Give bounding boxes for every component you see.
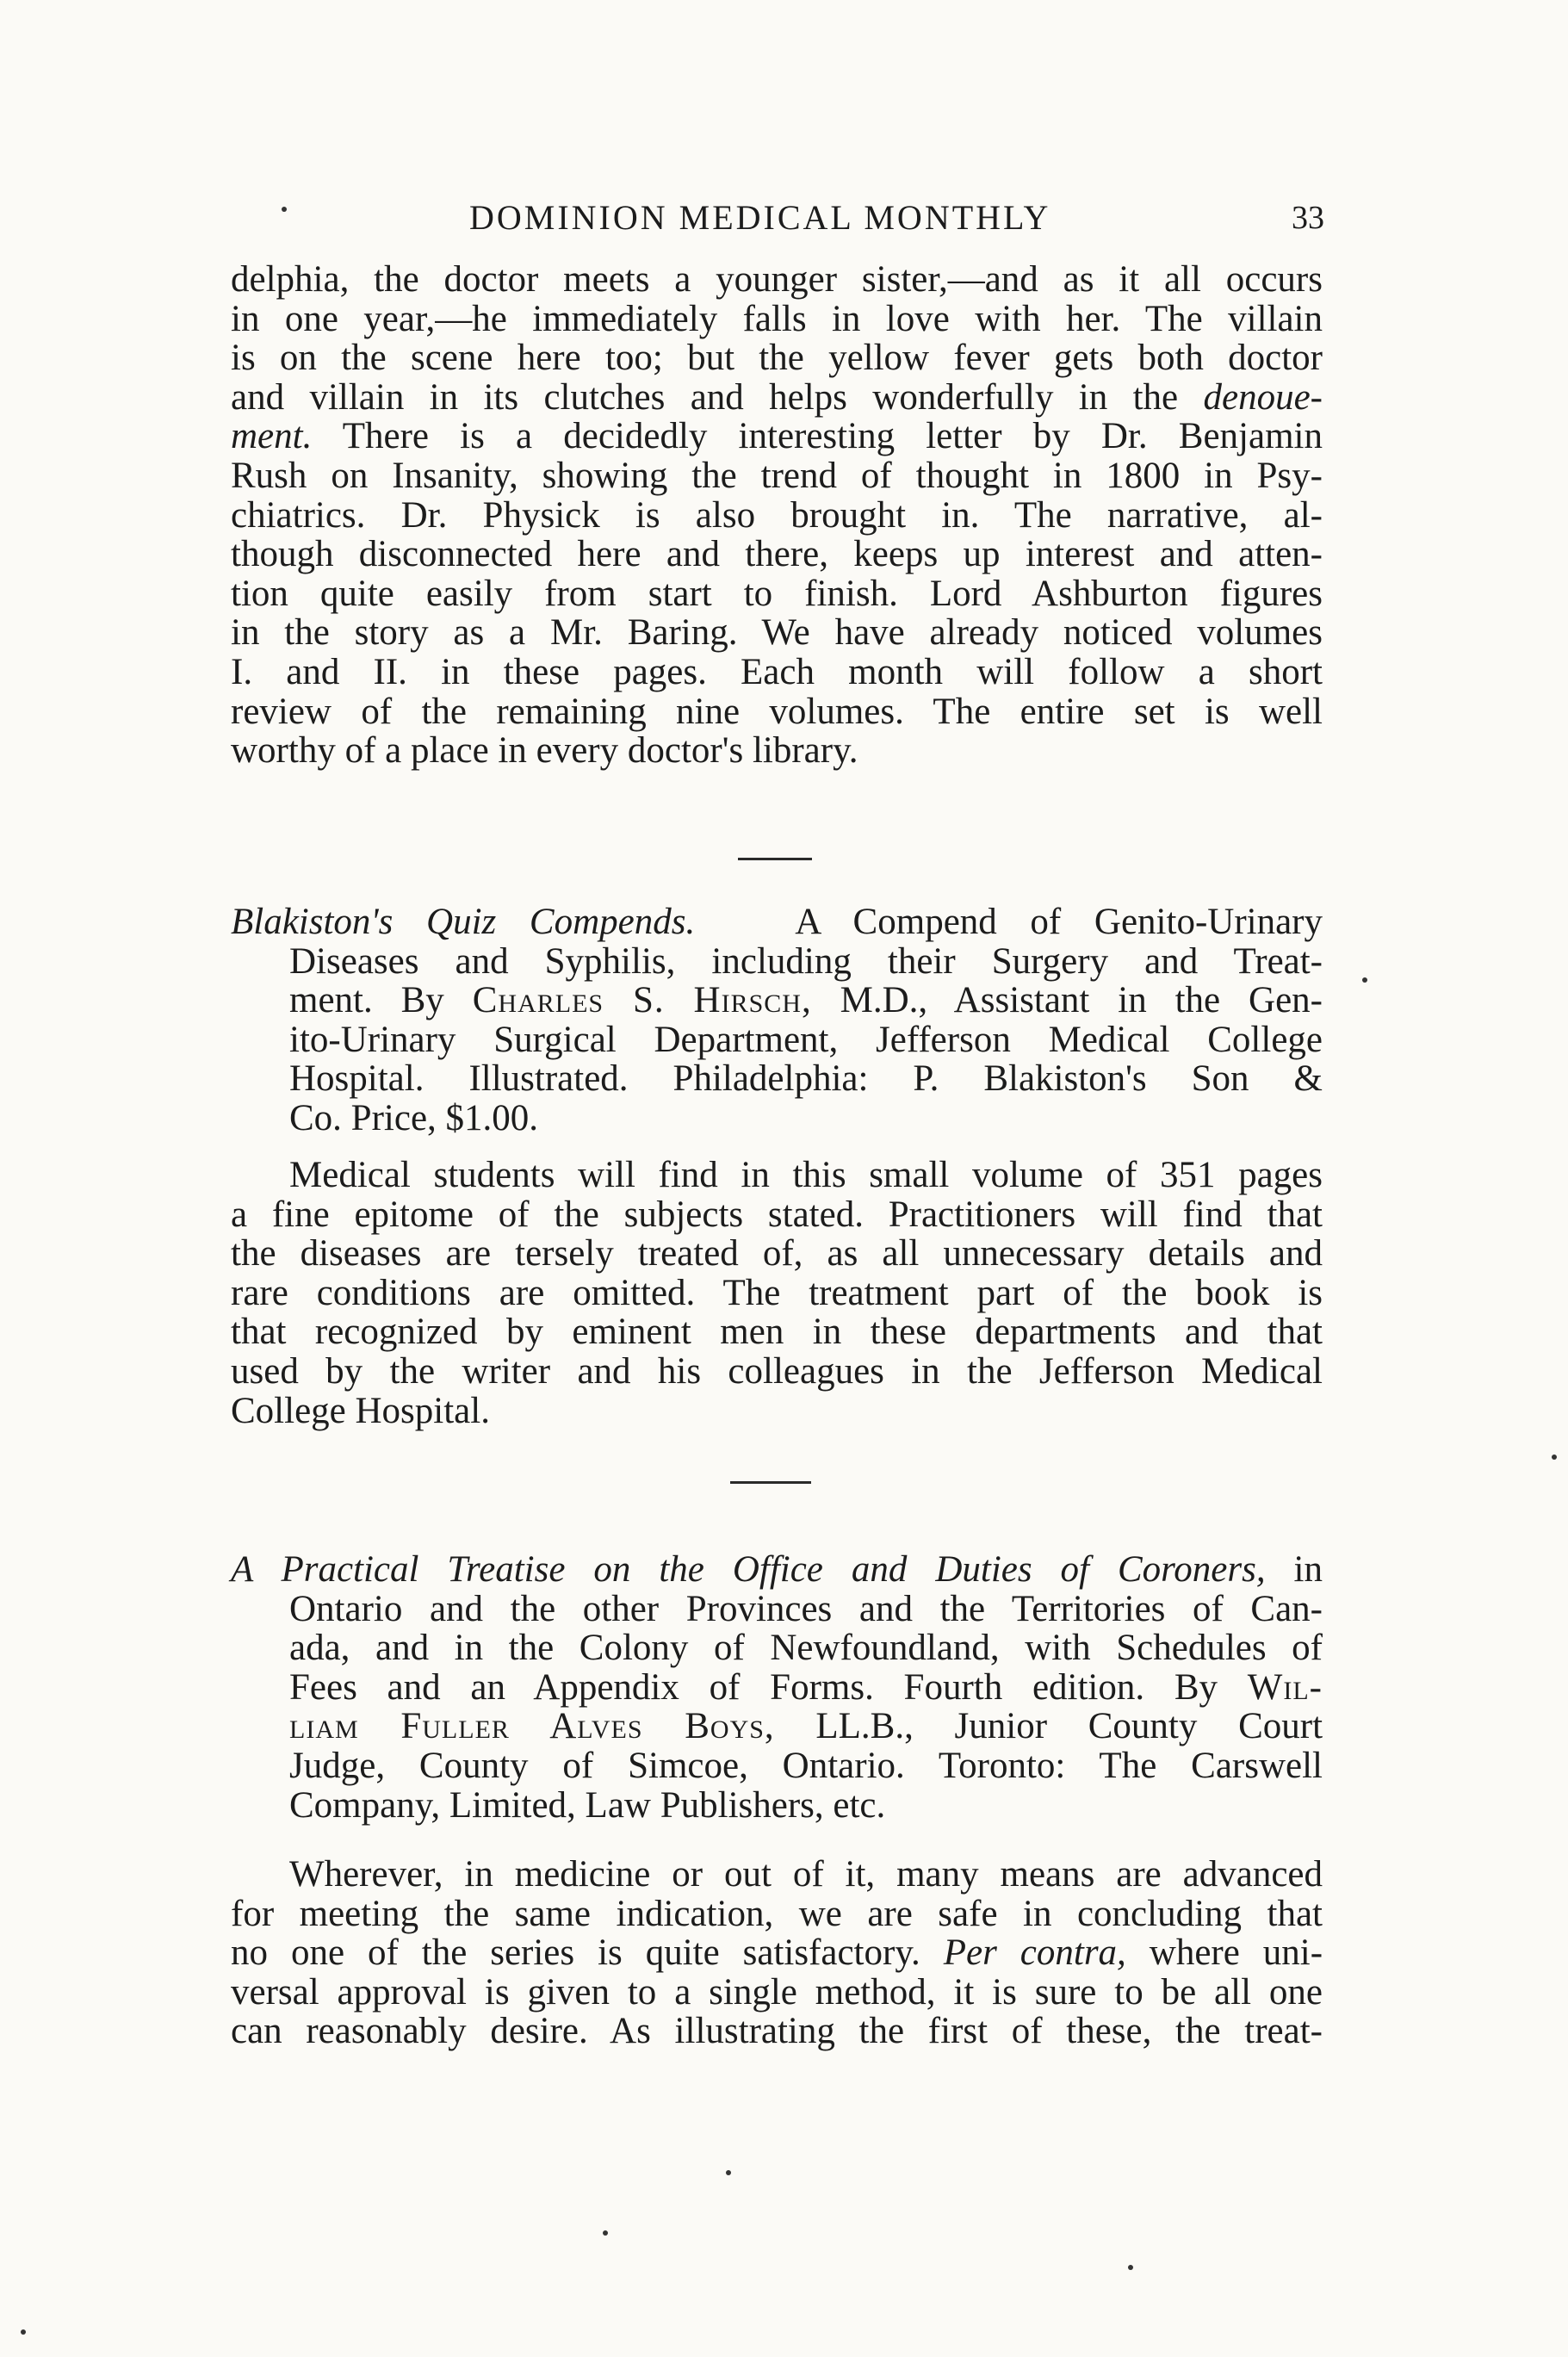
print-speck [726, 2170, 731, 2175]
text-line: review of the remaining nine volumes. The entire set is well [231, 691, 1323, 732]
heading-line: A Practical Treatise on the Office and Duties of Coroners, in [231, 1549, 1323, 1590]
text-line: in the story as a Mr. Baring. We have already noticed volumes [231, 612, 1323, 654]
text-line: used by the writer and his colleagues in the Jefferson Medical [231, 1350, 1323, 1392]
review-body-paragraph [231, 1156, 1323, 1430]
review-body-paragraph [231, 1855, 1323, 2051]
text-line: Medical students will find in this small volume of 351 pages [289, 1155, 1323, 1195]
text-line: though disconnected here and there, keeps up interest and atten- [231, 534, 1323, 575]
author-name: Charles S. Hirsch, [472, 980, 812, 1021]
text-line: tion quite easily from start to finish. Lord Ashburton figures [231, 573, 1323, 614]
book-review-heading [231, 902, 1323, 1138]
heading-line: ada, and in the Colony of Newfoundland, with Schedules of [289, 1628, 1323, 1669]
text-line-rest: There is a decidedly interesting letter by Dr. Benjamin [342, 416, 1323, 457]
heading-line: liam Fuller Alves Boys, LL.B., Junior County Court [289, 1706, 1323, 1747]
book-title: A Practical Treatise on the Office and Duties of Coroners, [231, 1549, 1266, 1590]
print-speck [282, 207, 287, 212]
text-line: the diseases are tersely treated of, as all unnecessary details and [231, 1233, 1323, 1275]
running-title: DOMINION MEDICAL MONTHLY [469, 198, 1051, 237]
text-line: for meeting the same indication, we are safe in concluding that [231, 1893, 1323, 1934]
text-line: delphia, the doctor meets a younger sister,—and as it all occurs [231, 259, 1323, 300]
heading-line: Judge, County of Simcoe, Ontario. Toronto: The Carswell [289, 1745, 1323, 1786]
print-speck [21, 2329, 26, 2335]
text-line: can reasonably desire. As illustrating the first of these, the treat- [231, 2011, 1323, 2052]
text-line: and villain in its clutches and helps wonderfully in the denoue- [231, 376, 1323, 418]
italic-term: denoue- [1203, 376, 1323, 418]
text-line: I. and II. in these pages. Each month will follow a short [231, 651, 1323, 692]
text-line: chiatrics. Dr. Physick is also brought in. The narrative, al- [231, 494, 1323, 536]
italic-term: Per contra, [943, 1932, 1126, 1974]
text-line: in one year,—he immediately falls in love with her. The villain [231, 298, 1323, 339]
text-line: Wherever, in medicine or out of it, many means are advanced [289, 1854, 1323, 1895]
text-line: worthy of a place in every doctor's library. [231, 730, 858, 772]
text-line: rare conditions are omitted. The treatment part of the book is [231, 1272, 1323, 1313]
running-head [0, 196, 1568, 239]
text-line: Rush on Insanity, showing the trend of thought in 1800 in Psy- [231, 455, 1323, 496]
author-name: liam Fuller Alves Boys, [289, 1706, 775, 1747]
heading-line: Fees and an Appendix of Forms. Fourth edition. By Wil- [289, 1666, 1323, 1708]
text-line [231, 417, 1323, 456]
italic-term: ment. [231, 416, 313, 457]
text-line: College Hospital. [231, 1390, 490, 1431]
author-name: Wil- [1247, 1666, 1323, 1708]
series-title: Blakiston's Quiz Compends. [231, 902, 696, 942]
print-speck [1552, 1455, 1557, 1460]
book-review-heading [231, 1550, 1323, 1825]
section-divider [730, 1481, 811, 1484]
heading-line: Co. Price, $1.00. [289, 1097, 539, 1138]
heading-line: Ontario and the other Provinces and the Territories of Can- [289, 1588, 1323, 1629]
heading-line: Blakiston's Quiz Compends. A Compend of Genito-Urinary [231, 902, 1323, 942]
text-line: a fine epitome of the subjects stated. Practitioners will find that [231, 1194, 1323, 1235]
page-number: 33 [1292, 200, 1324, 236]
text-line: that recognized by eminent men in these departments and that [231, 1312, 1323, 1353]
section-divider [738, 858, 812, 860]
heading-line: Hospital. Illustrated. Philadelphia: P. Blakiston's Son & [289, 1058, 1323, 1100]
heading-line: Company, Limited, Law Publishers, etc. [289, 1784, 886, 1826]
text-line: versal approval is given to a single method, it is sure to be all one [231, 1971, 1323, 2013]
heading-line: ment. By Charles S. Hirsch, M.D., Assistant in the Gen- [289, 980, 1323, 1021]
text-line: no one of the series is quite satisfactory. Per contra, where uni- [231, 1932, 1323, 1974]
text-line: is on the scene here too; but the yellow fever gets both doctor [231, 338, 1323, 379]
print-speck [1362, 977, 1367, 983]
print-speck [603, 2230, 608, 2236]
heading-line: Diseases and Syphilis, including their Surgery and Treat- [289, 940, 1323, 982]
print-speck [1128, 2265, 1133, 2270]
heading-line: ito-Urinary Surgical Department, Jefferson Medical College [289, 1019, 1323, 1060]
continuation-paragraph [231, 260, 1323, 771]
